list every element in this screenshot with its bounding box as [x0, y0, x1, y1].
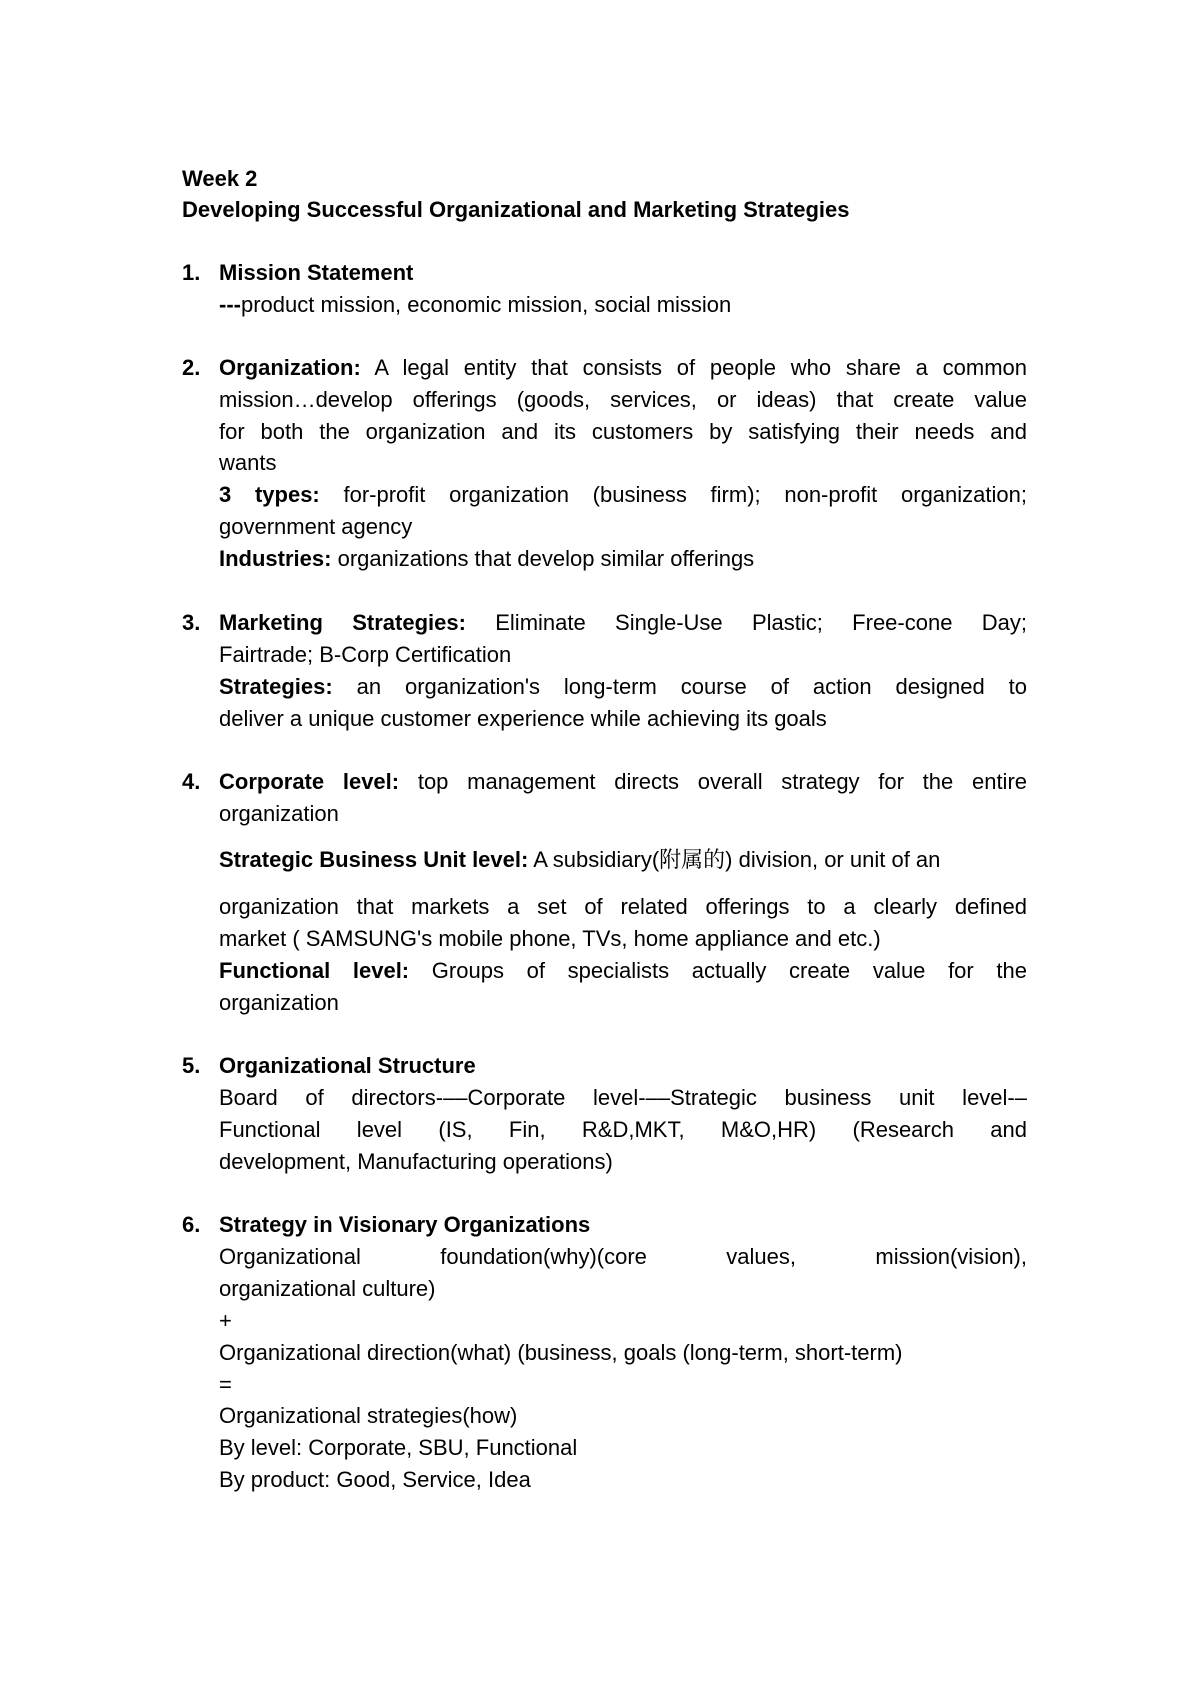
section-6-line-6: Organizational strategies(how) — [219, 1403, 518, 1428]
section-4-sbu-line-1 — [219, 849, 940, 871]
section-4-functional-text: Groups of specialists actually create value for the — [409, 958, 1027, 983]
section-6-line-1: Organizational foundation(why)(core values, mission(vision), — [219, 1244, 1027, 1269]
document-title: Developing Successful Organizational and Marketing Strategies — [182, 197, 850, 222]
section-1-number: 1. — [182, 260, 201, 285]
section-4-heading: Corporate level: — [219, 769, 400, 794]
section-2-heading: Organization: — [219, 355, 361, 380]
section-2-number: 2. — [182, 355, 201, 380]
section-2-industries-label: Industries: — [219, 546, 332, 571]
section-2-types-line-1 — [219, 484, 1027, 506]
section-3-number: 3. — [182, 610, 201, 635]
section-6-number: 6. — [182, 1212, 201, 1237]
section-3-strategies-line-2: deliver a unique customer experience while achieving its goals — [219, 706, 827, 731]
section-1-text — [219, 294, 731, 316]
section-5-line-1: Board of directors-––Corporate level-––Strategic business unit level-– — [219, 1085, 1027, 1110]
section-5-line-2: Functional level (IS, Fin, R&D,MKT, M&O,HR) (Research and — [219, 1117, 1027, 1142]
section-6-line-7: By level: Corporate, SBU, Functional — [219, 1435, 578, 1460]
section-2-types-line-2: government agency — [219, 514, 413, 539]
section-4-number: 4. — [182, 769, 201, 794]
section-1-body: product mission, economic mission, social mission — [240, 292, 732, 317]
section-5-number: 5. — [182, 1053, 201, 1078]
section-4-sbu-label: Strategic Business Unit level: — [219, 847, 529, 872]
section-2-line-2: mission…develop offerings (goods, services, or ideas) that create value — [219, 387, 1027, 412]
section-4-line-1-text: top management directs overall strategy for the entire — [399, 769, 1028, 794]
section-4-line-1 — [219, 771, 1027, 793]
section-3-strategies-text: an organization's long-term course of action designed to — [332, 674, 1027, 699]
section-3-strategies-line-1 — [219, 676, 1027, 698]
section-3-line-1 — [219, 612, 1027, 634]
section-4-sbu-line-2: organization that markets a set of related offerings to a clearly defined — [219, 894, 1027, 919]
week-label: Week 2 — [182, 166, 258, 191]
section-1-heading: Mission Statement — [219, 260, 414, 285]
section-4-functional-label: Functional level: — [219, 958, 410, 983]
section-5-line-3: development, Manufacturing operations) — [219, 1149, 613, 1174]
section-2-industries-line — [219, 548, 754, 570]
section-6-line-2: organizational culture) — [219, 1276, 436, 1301]
section-2-types-label: 3 types: — [219, 482, 320, 507]
section-2-line-1-text: A legal entity that consists of people who share a common — [360, 355, 1027, 380]
section-3-line-2: Fairtrade; B-Corp Certification — [219, 642, 512, 667]
section-6-line-5: = — [219, 1372, 232, 1397]
section-2-types-text: for-profit organization (business firm); non-profit organization; — [319, 482, 1027, 507]
section-6-line-8: By product: Good, Service, Idea — [219, 1467, 531, 1492]
section-2-industries-text: organizations that develop similar offerings — [331, 546, 755, 571]
section-4-line-2: organization — [219, 801, 339, 826]
section-4-functional-line-2: organization — [219, 990, 339, 1015]
section-2-line-1 — [219, 357, 1027, 379]
section-6-line-3: + — [219, 1308, 232, 1333]
section-2-line-4: wants — [219, 450, 277, 475]
section-3-heading: Marketing Strategies: — [219, 610, 466, 635]
section-1-dashes: --- — [219, 292, 241, 317]
section-3-strategies-label: Strategies: — [219, 674, 333, 699]
section-4-sbu-text: A subsidiary(附属的) division, or unit of an — [528, 847, 941, 872]
section-6-line-4: Organizational direction(what) (business, goals (long-term, short-term) — [219, 1340, 903, 1365]
section-4-sbu-line-3: market ( SAMSUNG's mobile phone, TVs, home appliance and etc.) — [219, 926, 881, 951]
section-4-functional-line-1 — [219, 960, 1027, 982]
section-5-heading: Organizational Structure — [219, 1053, 476, 1078]
section-2-line-3: for both the organization and its customers by satisfying their needs and — [219, 419, 1027, 444]
section-6-heading: Strategy in Visionary Organizations — [219, 1212, 591, 1237]
section-3-line-1-text: Eliminate Single-Use Plastic; Free-cone Day; — [465, 610, 1027, 635]
